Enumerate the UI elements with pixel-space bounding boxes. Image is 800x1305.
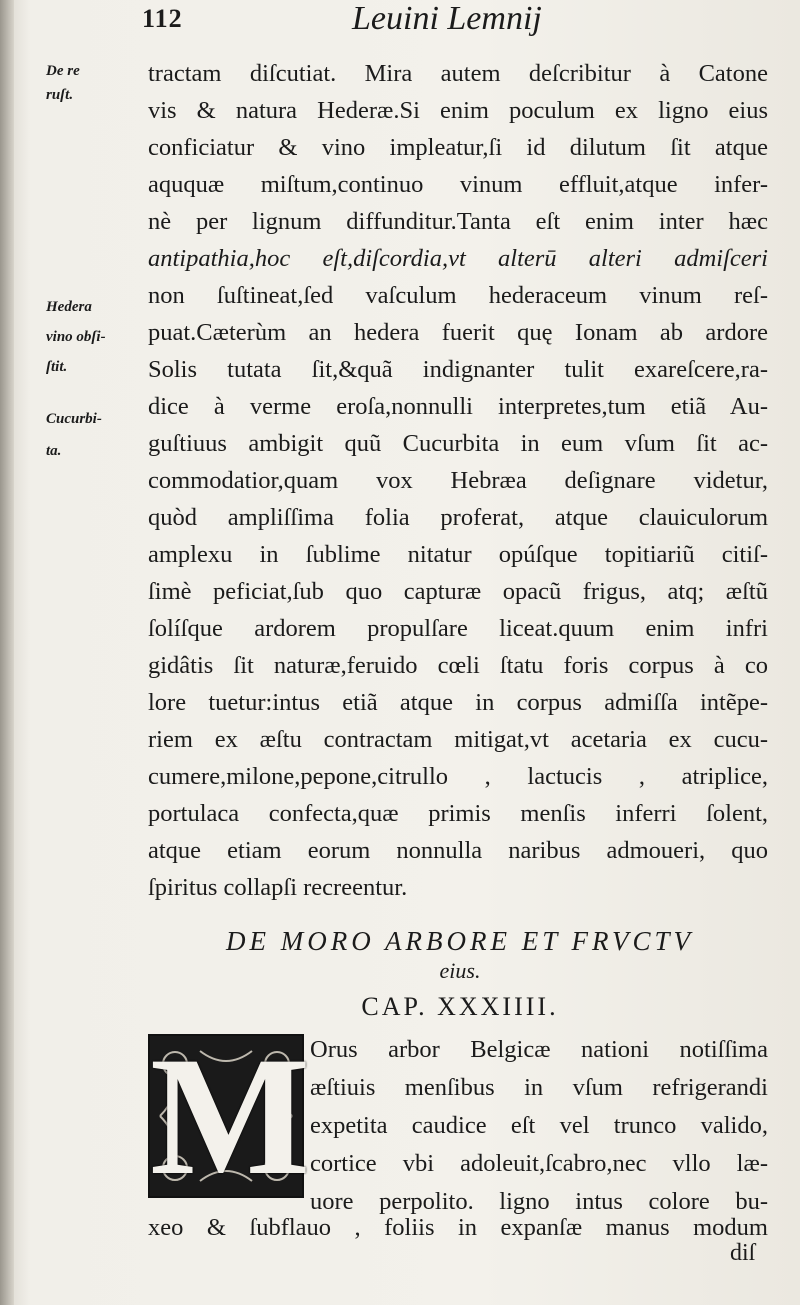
chapter-line: cortice vbi adoleuit,ſcabro,nec vllo læ- — [310, 1150, 768, 1177]
body-line: portulaca confecta,quæ primis menſis inferri ſolent, — [148, 800, 768, 827]
body-line: guſtiuus ambigit quũ Cucurbita in eum vſum ſit ac- — [148, 430, 768, 457]
body-line: commodatior,quam vox Hebræa deſignare videtur, — [148, 467, 768, 494]
chapter-line: xeo & ſubflauo , foliis in expanſæ manus modum — [148, 1214, 768, 1241]
chapter-number: CAP. XXXIIII. — [361, 992, 559, 1021]
body-line: atque etiam eorum nonnulla naribus admoueri, quo — [148, 837, 768, 864]
body-line: aququæ miſtum,continuo vinum effluit,atque infer- — [148, 171, 768, 198]
body-line: lore tuetur:intus etiã atque in corpus admiſſa intẽpe- — [148, 689, 768, 716]
page-number: 112 — [142, 4, 183, 33]
chapter-line: Orus arbor Belgicæ nationi notiſſima — [310, 1036, 768, 1063]
body-line: vis & natura Hederæ.Si enim poculum ex ligno eius — [148, 97, 768, 124]
body-line: nè per lignum diffunditur.Tanta eſt enim inter hæc — [148, 208, 768, 235]
body-line: tractam diſcutiat. Mira autem deſcribitur à Catone — [148, 60, 768, 87]
body-line: non ſuſtineat,ſed vaſculum hederaceum vinum reſ- — [148, 282, 768, 309]
body-line: dice à verme eroſa,nonnulli interpretes,tum etiã Au- — [148, 393, 768, 420]
catchword: diſ — [730, 1240, 756, 1266]
margin-note: De re — [46, 63, 80, 79]
chapter-title: DE MORO ARBORE ET FRVCTV — [226, 926, 694, 956]
margin-note: vino obſi- — [46, 329, 106, 345]
body-line: ſolíſque ardorem propulſare liceat.quum enim infri — [148, 615, 768, 642]
body-line: Solis tutata ſit,&quã indignanter tulit exareſcere,ra- — [148, 356, 768, 383]
running-head: Leuini Lemnij — [352, 0, 542, 37]
margin-note: Hedera — [46, 299, 92, 315]
body-line: ſpiritus collapſi recreentur. — [148, 874, 408, 901]
chapter-line: uore perpolito. ligno intus colore bu- — [310, 1188, 768, 1215]
margin-note: ſtit. — [46, 359, 68, 375]
body-line: riem ex æſtu contractam mitigat,vt acetaria ex cucu- — [148, 726, 768, 753]
body-line: amplexu in ſublime nitatur opúſque topitiariũ citiſ- — [148, 541, 768, 568]
chapter-line: expetita caudice eſt vel trunco valido, — [310, 1112, 768, 1139]
chapter-title-continued: eius. — [439, 958, 481, 983]
margin-note: Cucurbi- — [46, 411, 102, 427]
decorated-initial — [148, 1022, 311, 1210]
body-line: cumere,milone,pepone,citrullo , lactucis , atriplice, — [148, 763, 768, 790]
chapter-line: æſtiuis menſibus in vſum refrigerandi — [310, 1074, 768, 1101]
body-line: gidâtis ſit naturæ,feruido cœli ſtatu foris corpus à co — [148, 652, 768, 679]
body-line: puat.Cæterùm an hedera fuerit quę Ionam ab ardore — [148, 319, 768, 346]
margin-note: ruſt. — [46, 87, 74, 103]
body-line: ſimè peficiat,ſub quo capturæ opacũ frigus, atq; æſtũ — [148, 578, 768, 605]
body-line: antipathia,hoc eſt,diſcordia,vt alterū alteri admiſceri — [148, 245, 768, 272]
margin-note: ta. — [46, 443, 62, 459]
initial-letter: M — [150, 1022, 311, 1210]
page-gutter — [0, 0, 14, 1305]
body-line: conficiatur & vino impleatur,ſi id dilutum ſit atque — [148, 134, 768, 161]
body-line: quòd ampliſſima folia proferat, atque clauiculorum — [148, 504, 768, 531]
